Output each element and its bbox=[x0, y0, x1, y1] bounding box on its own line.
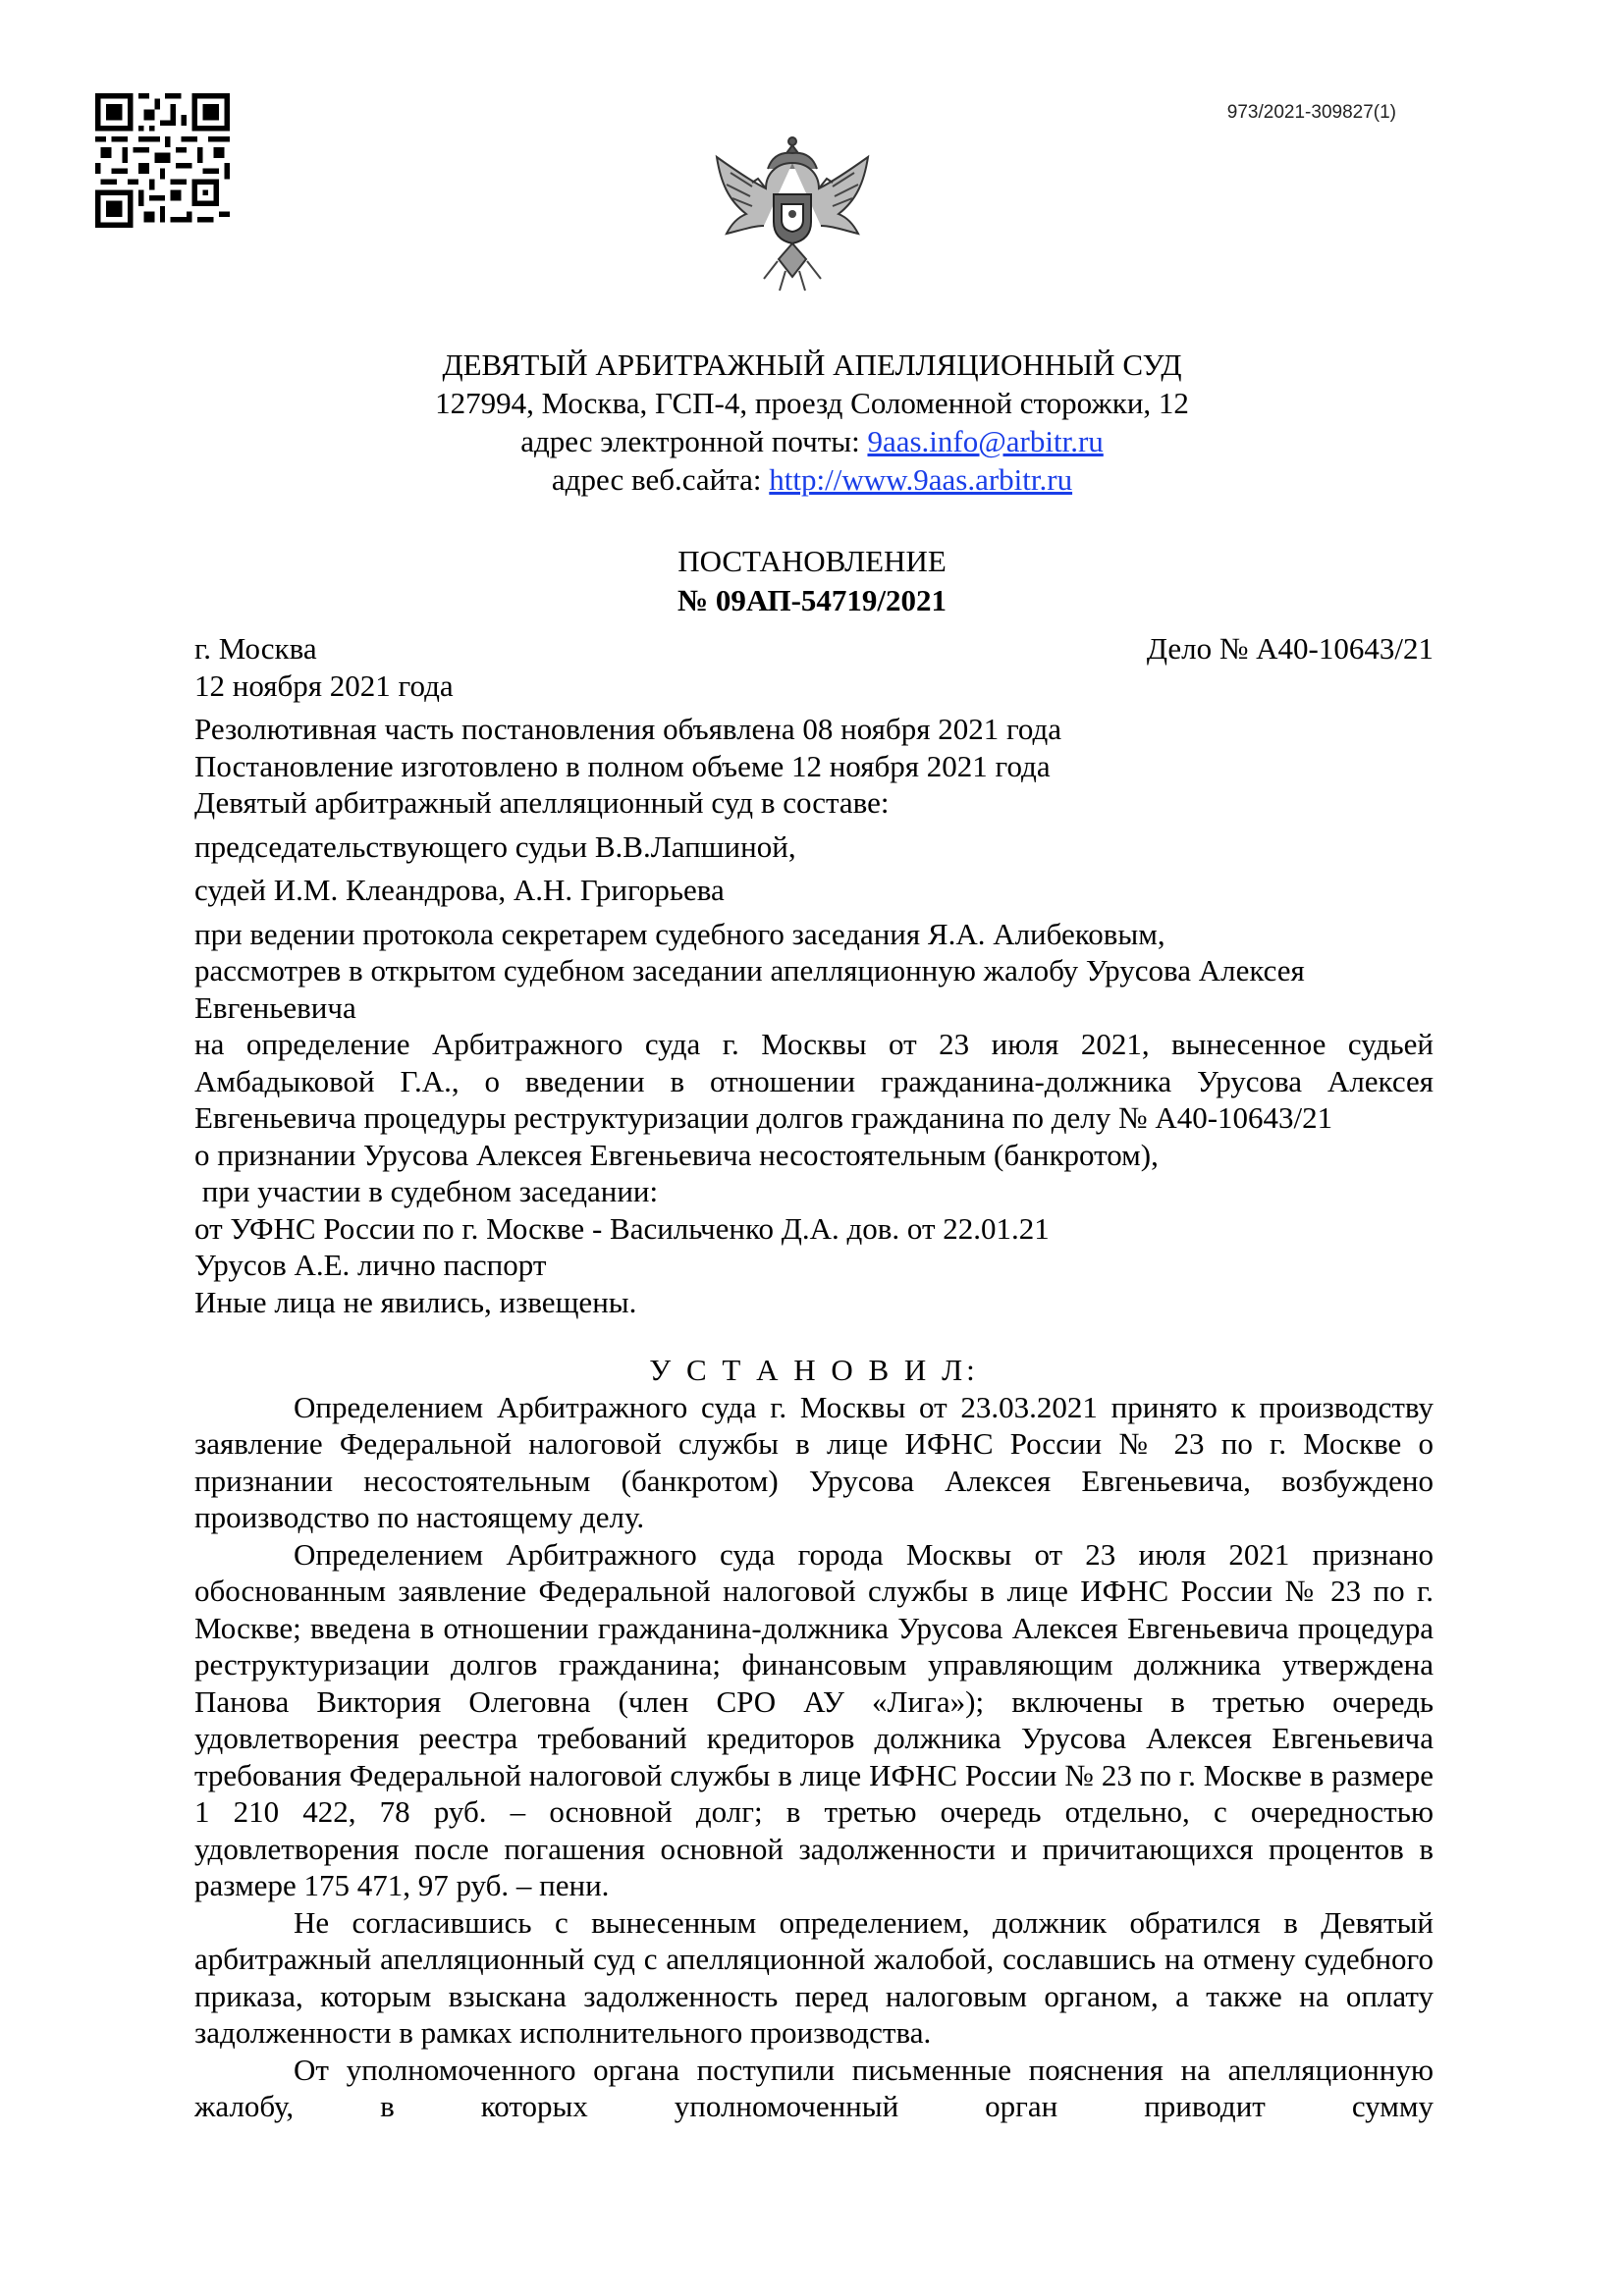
document-title bbox=[0, 542, 1624, 620]
document-number: 973/2021-309827(1) bbox=[1226, 102, 1396, 123]
site-label: адрес веб.сайта: bbox=[551, 462, 770, 497]
secretary: при ведении протокола секретарем судебного заседания Я.А. Алибековым, bbox=[194, 916, 1165, 951]
paragraph-1: Определением Арбитражного суда г. Москвы от 23.03.2021 принято к производству заявление Федеральной налоговой службы в лице ИФНС России № 23 по г. Москве о признании несостоятельным (банкротом) Урусова Алексея Евгеньевича, возбуждено производство по настоящему делу. bbox=[194, 1389, 1434, 1534]
paragraph-2: Определением Арбитражного суда города Москвы от 23 июля 2021 признано обоснованным заявление Федеральной налоговой службы в лице ИФНС России № 23 по г. Москве; введена в отношении гражданина-должника Урусова Алексея Евгеньевича процедура реструктуризации долгов гражданина; финансовым управляющим должника утверждена Панова Виктория Олеговна (член СРО АУ «Лига»); включены в третью очередь удовлетворения реестра требований кредиторов должника Урусова Алексея Евгеньевича требования Федеральной налоговой службы в лице ИФНС России № 23 по г. Москве в размере 1 210 422, 78 руб. – основной долг; в третью очередь отдельно, с очередностью удовлетворения после погашения основной задолженности и причитающихся процентов в размере 175 471, 97 руб. – пени. bbox=[194, 1536, 1434, 1902]
full-text-date: Постановление изготовлено в полном объеме 12 ноября 2021 года bbox=[194, 748, 1051, 783]
site-link[interactable]: http://www.9aas.arbitr.ru bbox=[769, 462, 1073, 497]
paragraph-3: Не согласившись с вынесенным определением, должник обратился в Девятый арбитражный апелляционный суд с апелляционной жалобой, сославшись на отмену судебного приказа, которым взыскана задолженность перед налоговым органом, а также на оплату задолженности в рамках исполнительного производства. bbox=[194, 1904, 1434, 2050]
appeal-subject: рассмотрев в открытом судебном заседании апелляционную жалобу Урусова Алексея Евгеньевича bbox=[194, 953, 1305, 1025]
presiding-judge: председательствующего судьи В.В.Лапшиной, bbox=[194, 828, 796, 864]
case-number: Дело № А40-10643/21 bbox=[1146, 631, 1434, 666]
document-body bbox=[194, 630, 1434, 2125]
participant-debtor: Урусов А.Е. лично паспорт bbox=[194, 1248, 547, 1282]
paragraph-4: От уполномоченного органа поступили письменные пояснения на апелляционную жалобу, в которых уполномоченный орган приводит сумму bbox=[194, 2052, 1434, 2123]
place-case-row bbox=[194, 630, 1434, 667]
participants-heading: при участии в судебном заседании: bbox=[194, 1174, 659, 1208]
email-label: адрес электронной почты: bbox=[520, 424, 868, 458]
court-header bbox=[0, 346, 1624, 499]
judges: судей И.М. Клеандрова, А.Н. Григорьева bbox=[194, 873, 725, 907]
court-composition: Девятый арбитражный апелляционный суд в составе: bbox=[194, 785, 890, 820]
court-address: 127994, Москва, ГСП-4, проезд Соломенной сторожки, 12 bbox=[435, 386, 1189, 420]
court-name: ДЕВЯТЫЙ АРБИТРАЖНЫЙ АПЕЛЛЯЦИОННЫЙ СУД bbox=[442, 347, 1182, 382]
operative-part-date: Резолютивная часть постановления объявлена 08 ноября 2021 года bbox=[194, 712, 1062, 746]
qr-code-icon bbox=[95, 93, 230, 228]
document-type: ПОСТАНОВЛЕНИЕ bbox=[677, 544, 947, 578]
absent-parties: Иные лица не явились, извещены. bbox=[194, 1284, 637, 1319]
participant-tax-service: от УФНС России по г. Москве - Васильченко Д.А. дов. от 22.01.21 bbox=[194, 1210, 1050, 1246]
bankruptcy-matter: о признании Урусова Алексея Евгеньевича несостоятельным (банкротом), bbox=[194, 1137, 1159, 1172]
court-site-line bbox=[0, 460, 1624, 499]
court-email-line bbox=[0, 422, 1624, 460]
city: г. Москва bbox=[194, 631, 317, 666]
appealed-ruling: на определение Арбитражного суда г. Москвы от 23 июля 2021, вынесенное судьей Амбадыковой Г.А., о введении в отношении гражданина-должника Урусова Алексея Евгеньевича процедуры реструктуризации долгов гражданина по делу № А40-10643/21 bbox=[194, 1027, 1434, 1135]
email-link[interactable]: 9aas.info@arbitr.ru bbox=[867, 424, 1104, 458]
resolution-number: № 09АП-54719/2021 bbox=[677, 583, 947, 617]
established-heading: У С Т А Н О В И Л: bbox=[649, 1353, 979, 1387]
coat-of-arms-icon bbox=[707, 124, 878, 300]
document-date: 12 ноября 2021 года bbox=[194, 667, 454, 703]
